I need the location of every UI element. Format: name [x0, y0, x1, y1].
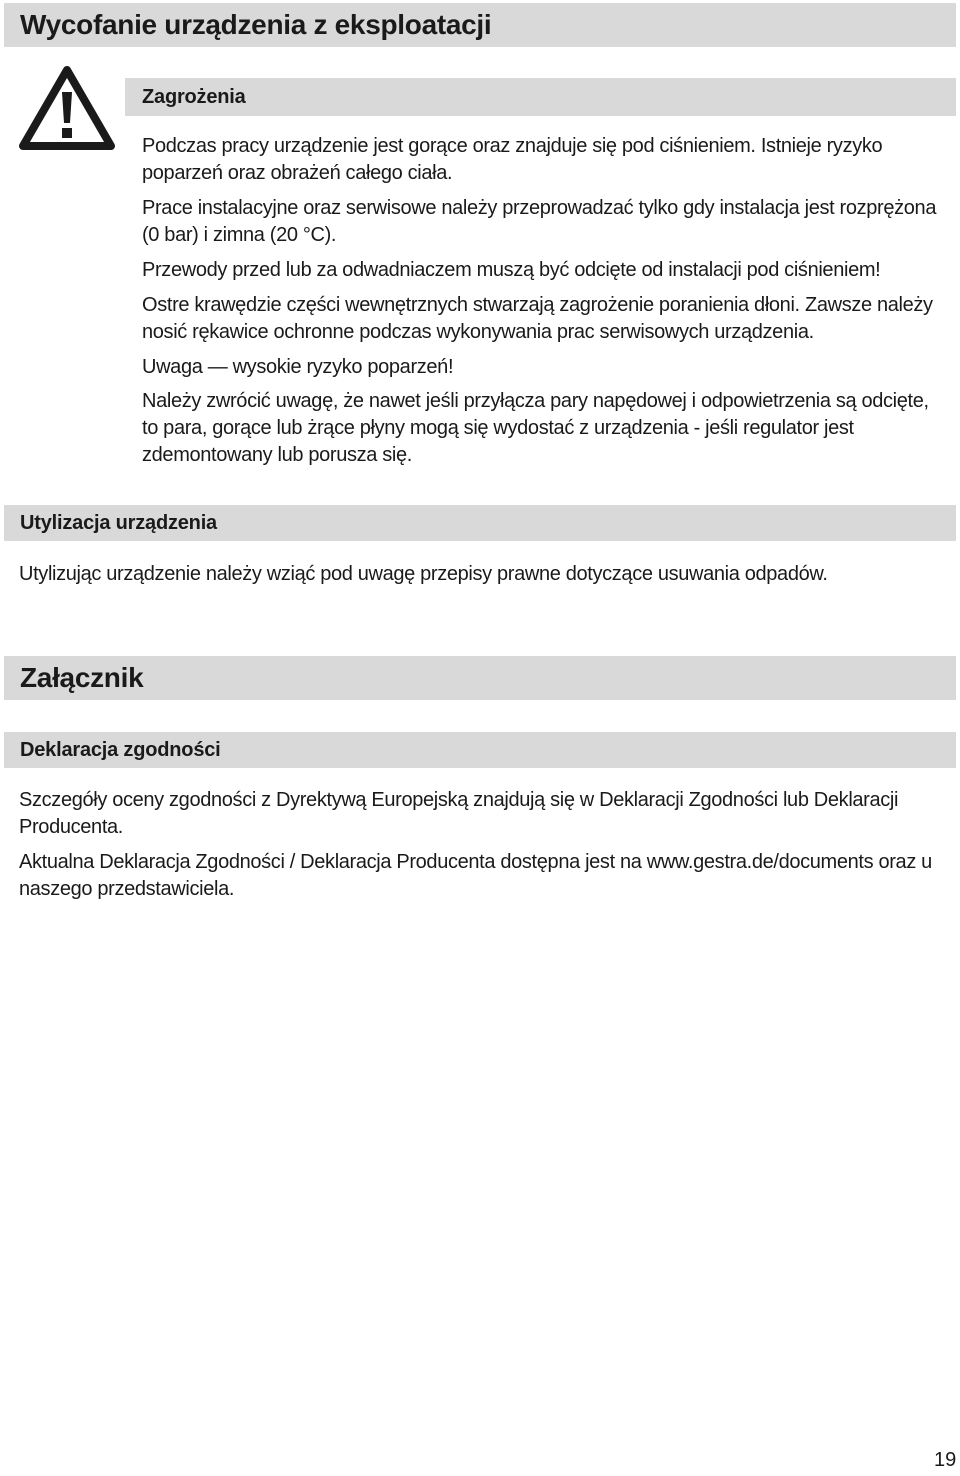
disposal-text: Utylizując urządzenie należy wziąć pod uwagę przepisy prawne dotyczące usuwania odpadów.	[19, 563, 828, 585]
hazard-paragraph-4: Ostre krawędzie części wewnętrznych stwarzają zagrożenie poranienia dłoni. Zawsze należy nosić rękawice ochronne podczas wykonywania prac serwisowych urządzenia.	[142, 294, 933, 343]
hazard-paragraph-5: Uwaga — wysokie ryzyko poparzeń!	[142, 356, 454, 378]
hazard-paragraph-1: Podczas pracy urządzenie jest gorące oraz znajduje się pod ciśnieniem. Istnieje ryzyko poparzeń oraz obrażeń całego ciała.	[142, 135, 883, 184]
warning-triangle-icon	[18, 64, 116, 152]
declaration-paragraph-2: Aktualna Deklaracja Zgodności / Deklaracja Producenta dostępna jest na www.gestra.de/documents oraz u naszego przedstawiciela.	[19, 851, 932, 900]
hazard-paragraph-6: Należy zwrócić uwagę, że nawet jeśli przyłącza pary napędowej i odpowietrzenia są odcięte, to para, gorące lub żrące płyny mogą się wydostać z urządzenia - jeśli regulator jest zdemontowany lub porusza się.	[142, 390, 929, 466]
page-title: Wycofanie urządzenia z eksploatacji	[4, 3, 956, 47]
hazard-paragraph-2: Prace instalacyjne oraz serwisowe należy przeprowadzać tylko gdy instalacja jest rozprężona (0 bar) i zimna (20 °C).	[142, 197, 937, 246]
hazard-heading: Zagrożenia	[125, 78, 956, 116]
hazard-paragraph-3: Przewody przed lub za odwadniaczem muszą być odcięte od instalacji pod ciśnieniem!	[142, 259, 881, 281]
annex-title: Załącznik	[4, 656, 956, 700]
page-number: 19	[934, 1449, 957, 1471]
disposal-heading: Utylizacja urządzenia	[4, 505, 956, 541]
declaration-heading: Deklaracja zgodności	[4, 732, 956, 768]
declaration-paragraph-1: Szczegóły oceny zgodności z Dyrektywą Europejską znajdują się w Deklaracji Zgodności lub Deklaracji Producenta.	[19, 789, 899, 838]
